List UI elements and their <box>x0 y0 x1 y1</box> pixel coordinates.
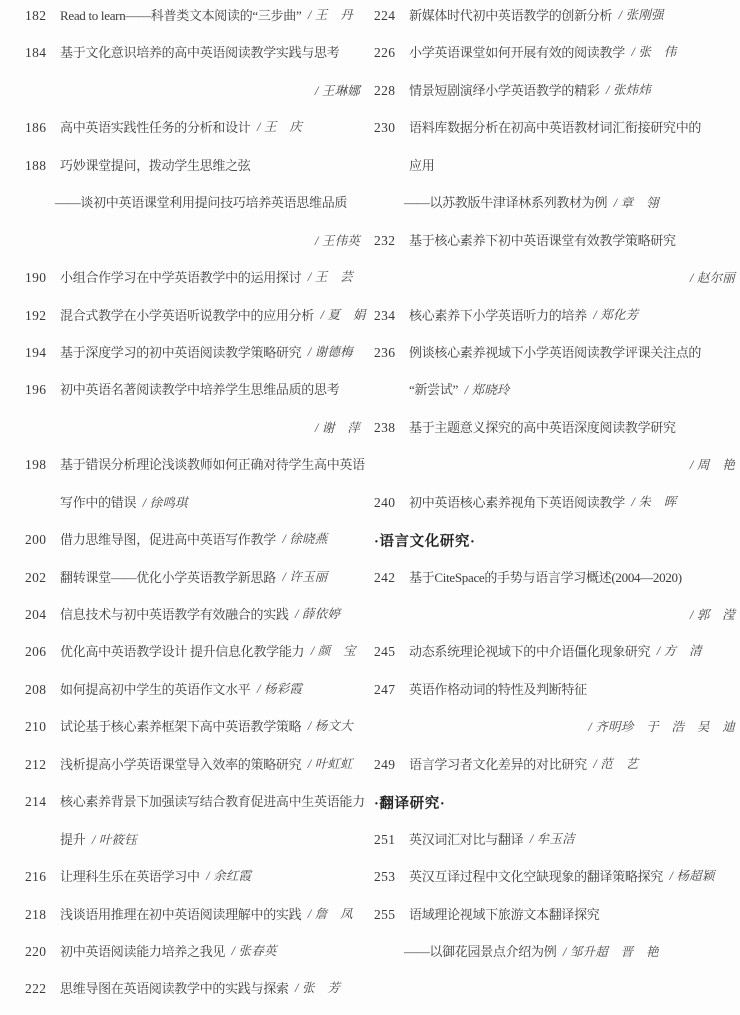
entry-title: 基于主题意义探究的高中英语深度阅读教学研究 <box>409 419 676 435</box>
entry-author: / 齐明珍 于 浩 吴 迪 <box>588 720 735 735</box>
entry-author: / 牟玉洁 <box>523 831 575 846</box>
entry-title: 初中英语名著阅读教学中培养学生思维品质的思考 <box>60 382 340 398</box>
entry-author: / 邹升超 晋 艳 <box>556 944 659 959</box>
entry-title: 英语作格动词的特性及判断特征 <box>409 681 587 697</box>
page-number: 240 <box>374 494 396 510</box>
page-number: 220 <box>25 943 47 959</box>
entry-author: / 薛依婷 <box>288 607 341 621</box>
page-number: 206 <box>25 644 47 660</box>
blank-line <box>374 977 735 1014</box>
page-number: 202 <box>25 569 47 585</box>
toc-entry <box>374 678 735 715</box>
continuation-line <box>374 940 735 977</box>
entry-title-continued: ——以苏教版牛津译林系列教材为例 <box>404 195 608 211</box>
continuation-line <box>374 191 735 228</box>
toc-entry <box>25 341 360 378</box>
entry-author: / 杨文大 <box>301 719 353 734</box>
entry-author: / 谢德梅 <box>301 344 353 359</box>
entry-author: / 张春英 <box>225 943 277 958</box>
entry-title: 小组合作学习在中学英语教学中的运用探讨 <box>60 270 302 286</box>
entry-title: 信息技术与初中英语教学有效融合的实践 <box>60 607 289 622</box>
entry-title: 初中英语核心素养视角下英语阅读教学 <box>409 494 625 510</box>
entry-title-continued: ——以御花园景点介绍为例 <box>404 943 557 959</box>
entry-author: / 杨超颖 <box>663 869 715 884</box>
entry-title: 语言学习者文化差异的对比研究 <box>409 756 587 772</box>
page-number: 200 <box>25 532 47 548</box>
entry-title-continued: 提升 <box>60 831 86 847</box>
toc-entry <box>374 640 735 677</box>
entry-title-continued: “新尝试” <box>409 382 459 398</box>
entry-author: / 范 艺 <box>586 756 639 771</box>
continuation-line <box>25 828 360 865</box>
entry-title: 语域理论视域下旅游文本翻译探究 <box>409 906 600 922</box>
entry-author: / 郑化芳 <box>586 307 639 322</box>
toc-entry <box>25 603 360 640</box>
entry-author: / 方 清 <box>650 644 702 659</box>
entry-author: / 王 丹 <box>301 8 354 22</box>
page-number: 226 <box>374 45 396 61</box>
entry-title: 动态系统理论视域下的中介语僵化现象研究 <box>409 644 651 660</box>
entry-author: / 叶虹虹 <box>301 756 353 771</box>
entry-author: / 余红霞 <box>199 869 252 884</box>
entry-title: Read to learn——科普类文本阅读的“三步曲” <box>60 8 302 23</box>
page-number: 255 <box>374 906 396 922</box>
page-number: 218 <box>25 906 47 922</box>
author-line <box>374 453 735 490</box>
toc-entry <box>25 154 360 191</box>
entry-title: 英汉互译过程中文化空缺现象的翻译策略探究 <box>409 869 664 885</box>
entry-title: 优化高中英语教学设计 提升信息化教学能力 <box>60 644 305 660</box>
entry-author: / 夏 娟 <box>314 307 366 322</box>
entry-title-continued: ——谈初中英语课堂利用提问技巧培养英语思维品质 <box>55 195 348 211</box>
author-line <box>374 715 735 752</box>
page-number: 214 <box>25 794 47 810</box>
page-number: 224 <box>374 8 396 23</box>
page-number: 182 <box>25 8 47 23</box>
entry-author: / 郭 滢 <box>689 608 735 622</box>
entry-title: 初中英语阅读能力培养之我见 <box>60 943 226 959</box>
entry-title: 翻转课堂——优化小学英语教学新思路 <box>60 569 276 585</box>
section-header <box>374 528 735 565</box>
page-number: 245 <box>374 644 396 660</box>
author-line <box>25 416 360 453</box>
entry-title-continued: 应用 <box>409 157 435 173</box>
continuation-line <box>25 491 360 528</box>
page-number: 222 <box>25 981 47 997</box>
entry-author: / 叶筱钰 <box>85 832 137 847</box>
page-number: 208 <box>25 681 47 697</box>
toc-entry <box>25 566 360 603</box>
toc-entry <box>374 116 735 153</box>
entry-title: 借力思维导图，促进高中英语写作教学 <box>60 532 276 548</box>
page-number: 236 <box>374 344 396 360</box>
entry-title: 混合式教学在小学英语听说教学中的应用分析 <box>60 307 315 323</box>
page-number: 228 <box>374 82 396 98</box>
toc-entry <box>25 715 360 752</box>
toc-entry <box>25 640 360 677</box>
continuation-line <box>25 191 360 228</box>
section-header-label: ·语言文化研究· <box>374 534 476 551</box>
toc-entry <box>374 828 735 865</box>
toc-entry <box>25 903 360 940</box>
toc-entry <box>374 491 735 528</box>
toc-entry <box>25 753 360 790</box>
page-number: 194 <box>25 344 47 360</box>
toc-column-right <box>374 4 735 1015</box>
entry-title: 试论基于核心素养框架下高中英语教学策略 <box>60 719 302 735</box>
toc-entry <box>374 416 735 453</box>
toc-entry <box>374 304 735 341</box>
entry-title: 新媒体时代初中英语教学的创新分析 <box>409 8 613 23</box>
toc-entry <box>25 977 360 1014</box>
page-number: 188 <box>25 157 47 173</box>
page-number: 249 <box>374 756 396 772</box>
toc-entry <box>25 865 360 902</box>
section-header <box>374 790 735 827</box>
entry-author: / 徐鸣琪 <box>136 495 188 510</box>
toc-entry <box>25 4 360 41</box>
toc-entry <box>374 41 735 78</box>
toc-entry <box>374 4 735 41</box>
entry-title: 语料库数据分析在初高中英语教材词汇衔接研究中的 <box>409 120 702 136</box>
toc-entry <box>25 678 360 715</box>
toc-entry <box>374 865 735 902</box>
toc-entry <box>25 790 365 827</box>
page-number: 216 <box>25 869 47 885</box>
entry-author: / 徐晓燕 <box>275 532 328 547</box>
toc-entry <box>374 753 735 790</box>
entry-author: / 颜 宝 <box>304 644 356 659</box>
toc-entry <box>374 566 735 603</box>
toc-entry <box>25 378 360 415</box>
page-number: 247 <box>374 681 396 697</box>
toc-entry <box>374 79 735 116</box>
toc-entry <box>25 453 365 490</box>
entry-author: / 杨彩霞 <box>250 681 303 696</box>
author-line <box>374 266 735 303</box>
toc-entry <box>25 940 360 977</box>
toc-column-left <box>25 4 366 1015</box>
entry-title: 小学英语课堂如何开展有效的阅读教学 <box>409 45 625 61</box>
toc-entry <box>374 341 735 378</box>
entry-author: / 张炜炜 <box>599 82 652 97</box>
toc-entry <box>374 903 735 940</box>
entry-title: 核心素养下小学英语听力的培养 <box>409 307 587 323</box>
entry-author: / 章 翎 <box>607 196 659 211</box>
page-number: 184 <box>25 45 47 61</box>
page-number: 210 <box>25 719 47 735</box>
entry-title: 基于文化意识培养的高中英语阅读教学实践与思考 <box>60 45 340 61</box>
entry-author: / 周 艳 <box>689 458 735 473</box>
entry-author: / 谢 萍 <box>314 420 360 435</box>
entry-author: / 詹 凤 <box>301 906 353 921</box>
toc-entry <box>25 266 360 303</box>
page-number: 204 <box>25 607 47 622</box>
page-number: 253 <box>374 869 396 885</box>
entry-title: 基于核心素养下初中英语课堂有效教学策略研究 <box>409 232 676 248</box>
page-number: 212 <box>25 756 47 772</box>
entry-author: / 王 芸 <box>301 270 353 285</box>
continuation-line <box>374 154 735 191</box>
page-number: 196 <box>25 382 47 398</box>
page-number: 238 <box>374 419 396 435</box>
page-number: 251 <box>374 831 396 847</box>
section-header-label: ·翻译研究· <box>374 796 446 813</box>
entry-title: 巧妙课堂提问，拨动学生思维之弦 <box>60 157 251 173</box>
entry-author: / 王 庆 <box>250 120 303 135</box>
toc-entry <box>25 41 360 78</box>
entry-title: 情景短剧演绎小学英语教学的精彩 <box>409 82 600 98</box>
entry-title: 如何提高初中学生的英语作文水平 <box>60 681 251 697</box>
page-number: 232 <box>374 232 396 248</box>
entry-title: 英汉词汇对比与翻译 <box>409 831 524 847</box>
page-number: 186 <box>25 120 47 136</box>
entry-author: / 王伟英 <box>314 233 360 248</box>
entry-author: / 朱 晖 <box>624 494 677 509</box>
entry-title: 高中英语实践性任务的分析和设计 <box>60 120 251 136</box>
page-number: 198 <box>25 457 47 473</box>
toc-entry <box>25 304 366 341</box>
page-number: 234 <box>374 307 396 323</box>
page-number: 242 <box>374 569 396 585</box>
page-number: 230 <box>374 120 396 136</box>
entry-title: 基于错误分析理论浅谈教师如何正确对待学生高中英语 <box>60 457 365 473</box>
toc-entry <box>25 116 360 153</box>
entry-title: 例谈核心素养视域下小学英语阅读教学评课关注点的 <box>409 344 702 360</box>
page-number: 190 <box>25 270 47 286</box>
entry-author: / 郑晓玲 <box>458 383 510 398</box>
entry-title: 让理科生乐在英语学习中 <box>60 869 200 885</box>
author-line <box>25 229 360 266</box>
continuation-line <box>374 378 735 415</box>
entry-title: 基于CiteSpace的手势与语言学习概述(2004—2020) <box>409 569 682 585</box>
entry-title: 浅谈语用推理在初中英语阅读理解中的实践 <box>60 906 302 922</box>
entry-author: / 赵尔丽 <box>689 271 735 286</box>
entry-title-continued: 写作中的错误 <box>60 494 137 510</box>
entry-title: 核心素养背景下加强读写结合教育促进高中生英语能力 <box>60 794 365 810</box>
entry-author: / 张 芳 <box>288 981 341 996</box>
toc-entry <box>25 528 360 565</box>
entry-author: / 许玉丽 <box>275 569 328 584</box>
entry-title: 思维导图在英语阅读教学中的实践与探索 <box>60 981 289 997</box>
entry-author: / 张刚强 <box>612 8 664 22</box>
entry-author: / 王琳娜 <box>314 83 360 98</box>
entry-author: / 张 伟 <box>624 45 677 60</box>
page-number: 192 <box>25 307 47 323</box>
author-line <box>25 79 360 116</box>
author-line <box>374 603 735 640</box>
entry-title: 浅析提高小学英语课堂导入效率的策略研究 <box>60 756 302 772</box>
toc-entry <box>374 229 735 266</box>
entry-title: 基于深度学习的初中英语阅读教学策略研究 <box>60 344 302 360</box>
